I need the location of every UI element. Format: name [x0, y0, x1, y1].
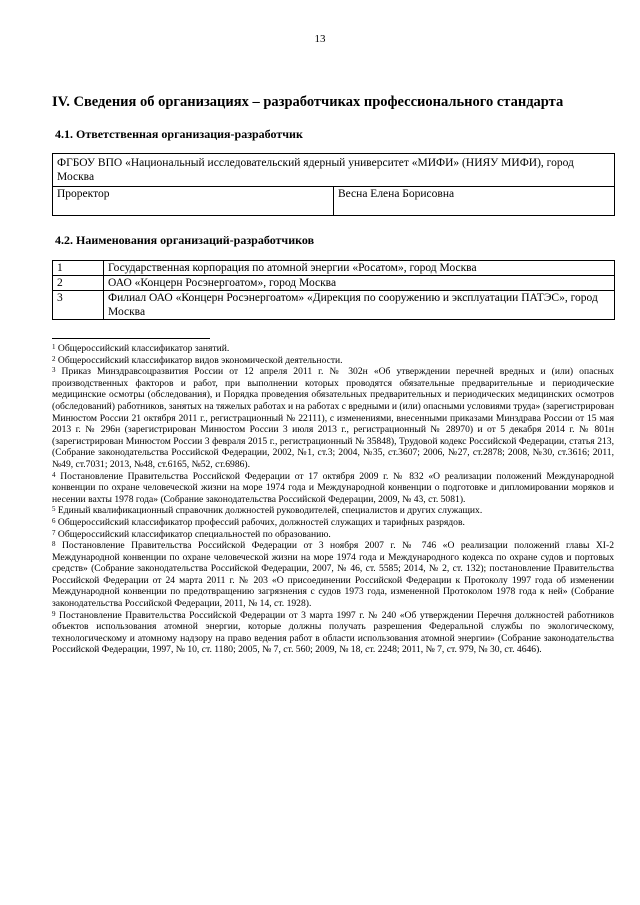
table-row: [53, 261, 615, 276]
footnote-mark: 1: [52, 343, 56, 351]
footnote: [52, 610, 614, 656]
footnote-divider: [52, 338, 210, 339]
footnote: [52, 517, 614, 529]
footnote: [52, 540, 614, 610]
developer-name: Государственная корпорация по атомной энергии «Росатом», город Москва: [104, 261, 615, 276]
footnote-mark: 4: [52, 470, 56, 479]
footnotes: [52, 338, 614, 656]
developer-number: 3: [53, 291, 104, 320]
footnote-mark: 9: [52, 609, 56, 618]
footnote-text: Постановление Правительства Российской Федерации от 3 марта 1997 г. № 240 «Об утверждении Перечня должностей работников объектов использования атомной энергии, которые должны получать разрешения Федеральной службы по экологическому, технологическому и атомному надзору на право ведения работ в области использования атомной энергии» (Собрание законодательства Российской Федерации, 1997, № 10, ст. 1180; 2005, № 7, ст. 560; 2009, № 18, ст. 2248; 2011, № 7, ст. 979, № 30, ст. 4646).: [52, 609, 614, 656]
footnote-mark: 2: [52, 354, 56, 363]
footnote-mark: 5: [52, 505, 56, 514]
developers-table: [52, 260, 615, 320]
footnote-text: Постановление Правительства Российской Федерации от 17 октября 2009 г. № 832 «О реализации положений Международной конвенции по охране человеческой жизни на море 1974 года и Международной конвенции о подготовке и дипломировании моряков и несении вахты 1978 года» (Собрание законодательства Российской Федерации, 2009, № 43, ст. 5081).: [52, 470, 615, 505]
responsible-org-heading: 4.1. Ответственная организация-разработчик: [55, 127, 303, 141]
footnote: [52, 355, 614, 367]
responsible-person: Весна Елена Борисовна: [334, 187, 615, 216]
footnote: [52, 529, 614, 541]
section-title: IV. Сведения об организациях – разработчиках профессионального стандарта: [52, 94, 564, 110]
footnote-text: Общероссийский классификатор занятий.: [57, 343, 230, 354]
footnote-text: Единый квалификационный справочник должностей руководителей, специалистов и других служащих.: [57, 505, 483, 517]
developer-number: 2: [53, 276, 104, 291]
footnote-mark: 7: [52, 528, 56, 537]
footnote-mark: 3: [52, 366, 56, 375]
developer-name: ОАО «Концерн Росэнергоатом», город Москва: [104, 276, 615, 291]
table-row: [53, 291, 615, 320]
footnote: [52, 471, 614, 506]
responsible-position: Проректор: [53, 187, 334, 216]
footnote-text: Общероссийский классификатор профессий рабочих, должностей служащих и тарифных разрядов.: [57, 516, 465, 528]
responsible-org-table: [52, 153, 615, 216]
page-number: 13: [314, 33, 326, 45]
footnote-text: Приказ Минздравсоцразвития России от 12 апреля 2011 г. № 302н «Об утверждении перечней вредных и (или) опасных производственных факторов и работ, при выполнении которых проводятся обязательные предварительные и периодические медицинские осмотры (обследования), и Порядка проведения обязательных предварительных и периодических медицинских осмотров (обследований) работников, занятых на тяжелых работах и на работах с вредными и (или) опасными условиями труда» (зарегистрирован Минюстом России 21 октября 2011 г., регистрационный № 22111), с изменениями, внесенными приказами Минздрава России от 15 мая 2013 г. № 296н (зарегистрирован Минюстом России 3 июля 2013 г., регистрационный № 28970) и от 5 декабря 2014 г. № 801н (зарегистрирован Минюстом России 3 февраля 2015 г., регистрационный № 35848), Трудовой кодекс Российской Федерации, статья 213, (Собрание законодательства Российской Федерации, 2002, №1, ст.3; 2004, №35, ст.3607; 2006, №27, ст.2878; 2008, №30, ст.3616; 2011, №49, ст.7031; 2013, №48, ст.6165, №52, ст.6986).: [52, 366, 614, 470]
footnote: [52, 343, 614, 355]
footnote: [52, 366, 614, 470]
footnote-mark: 8: [52, 540, 56, 549]
table-row: [53, 276, 615, 291]
developers-heading: 4.2. Наименования организаций-разработчиков: [55, 233, 315, 247]
footnote: [52, 505, 614, 517]
footnote-text: Общероссийский классификатор специальностей по образованию.: [57, 528, 331, 540]
footnote-text: Постановление Правительства Российской Федерации от 3 ноября 2007 г. № 746 «О реализации положений главы XI-2 Международной конвенции по охране человеческой жизни на море 1974 года и Международного кодекса по охране судов и портовых средств» (Собрание законодательства Российской Федерации, 2007, № 46, ст. 5585; 2014, № 2, ст. 132); постановление Правительства Российской Федерации от 24 марта 2011 г. № 203 «О присоединении Российской Федерации к Протоколу 1997 года об изменении Международной конвенции по предотвращению загрязнения с судов 1973 года, измененной Протоколом 1978 года к ней» (Собрание законодательства Российской Федерации, 2011, № 14, ст. 1928).: [52, 540, 614, 610]
responsible-org-name: ФГБОУ ВПО «Национальный исследовательский ядерный университет «МИФИ» (НИЯУ МИФИ), город Москва: [53, 154, 615, 187]
developer-name: Филиал ОАО «Концерн Росэнергоатом» «Дирекция по сооружению и эксплуатации ПАТЭС», город Москва: [104, 291, 615, 320]
developer-number: 1: [53, 261, 104, 276]
footnote-mark: 6: [52, 516, 56, 525]
footnote-text: Общероссийский классификатор видов экономической деятельности.: [57, 354, 343, 366]
